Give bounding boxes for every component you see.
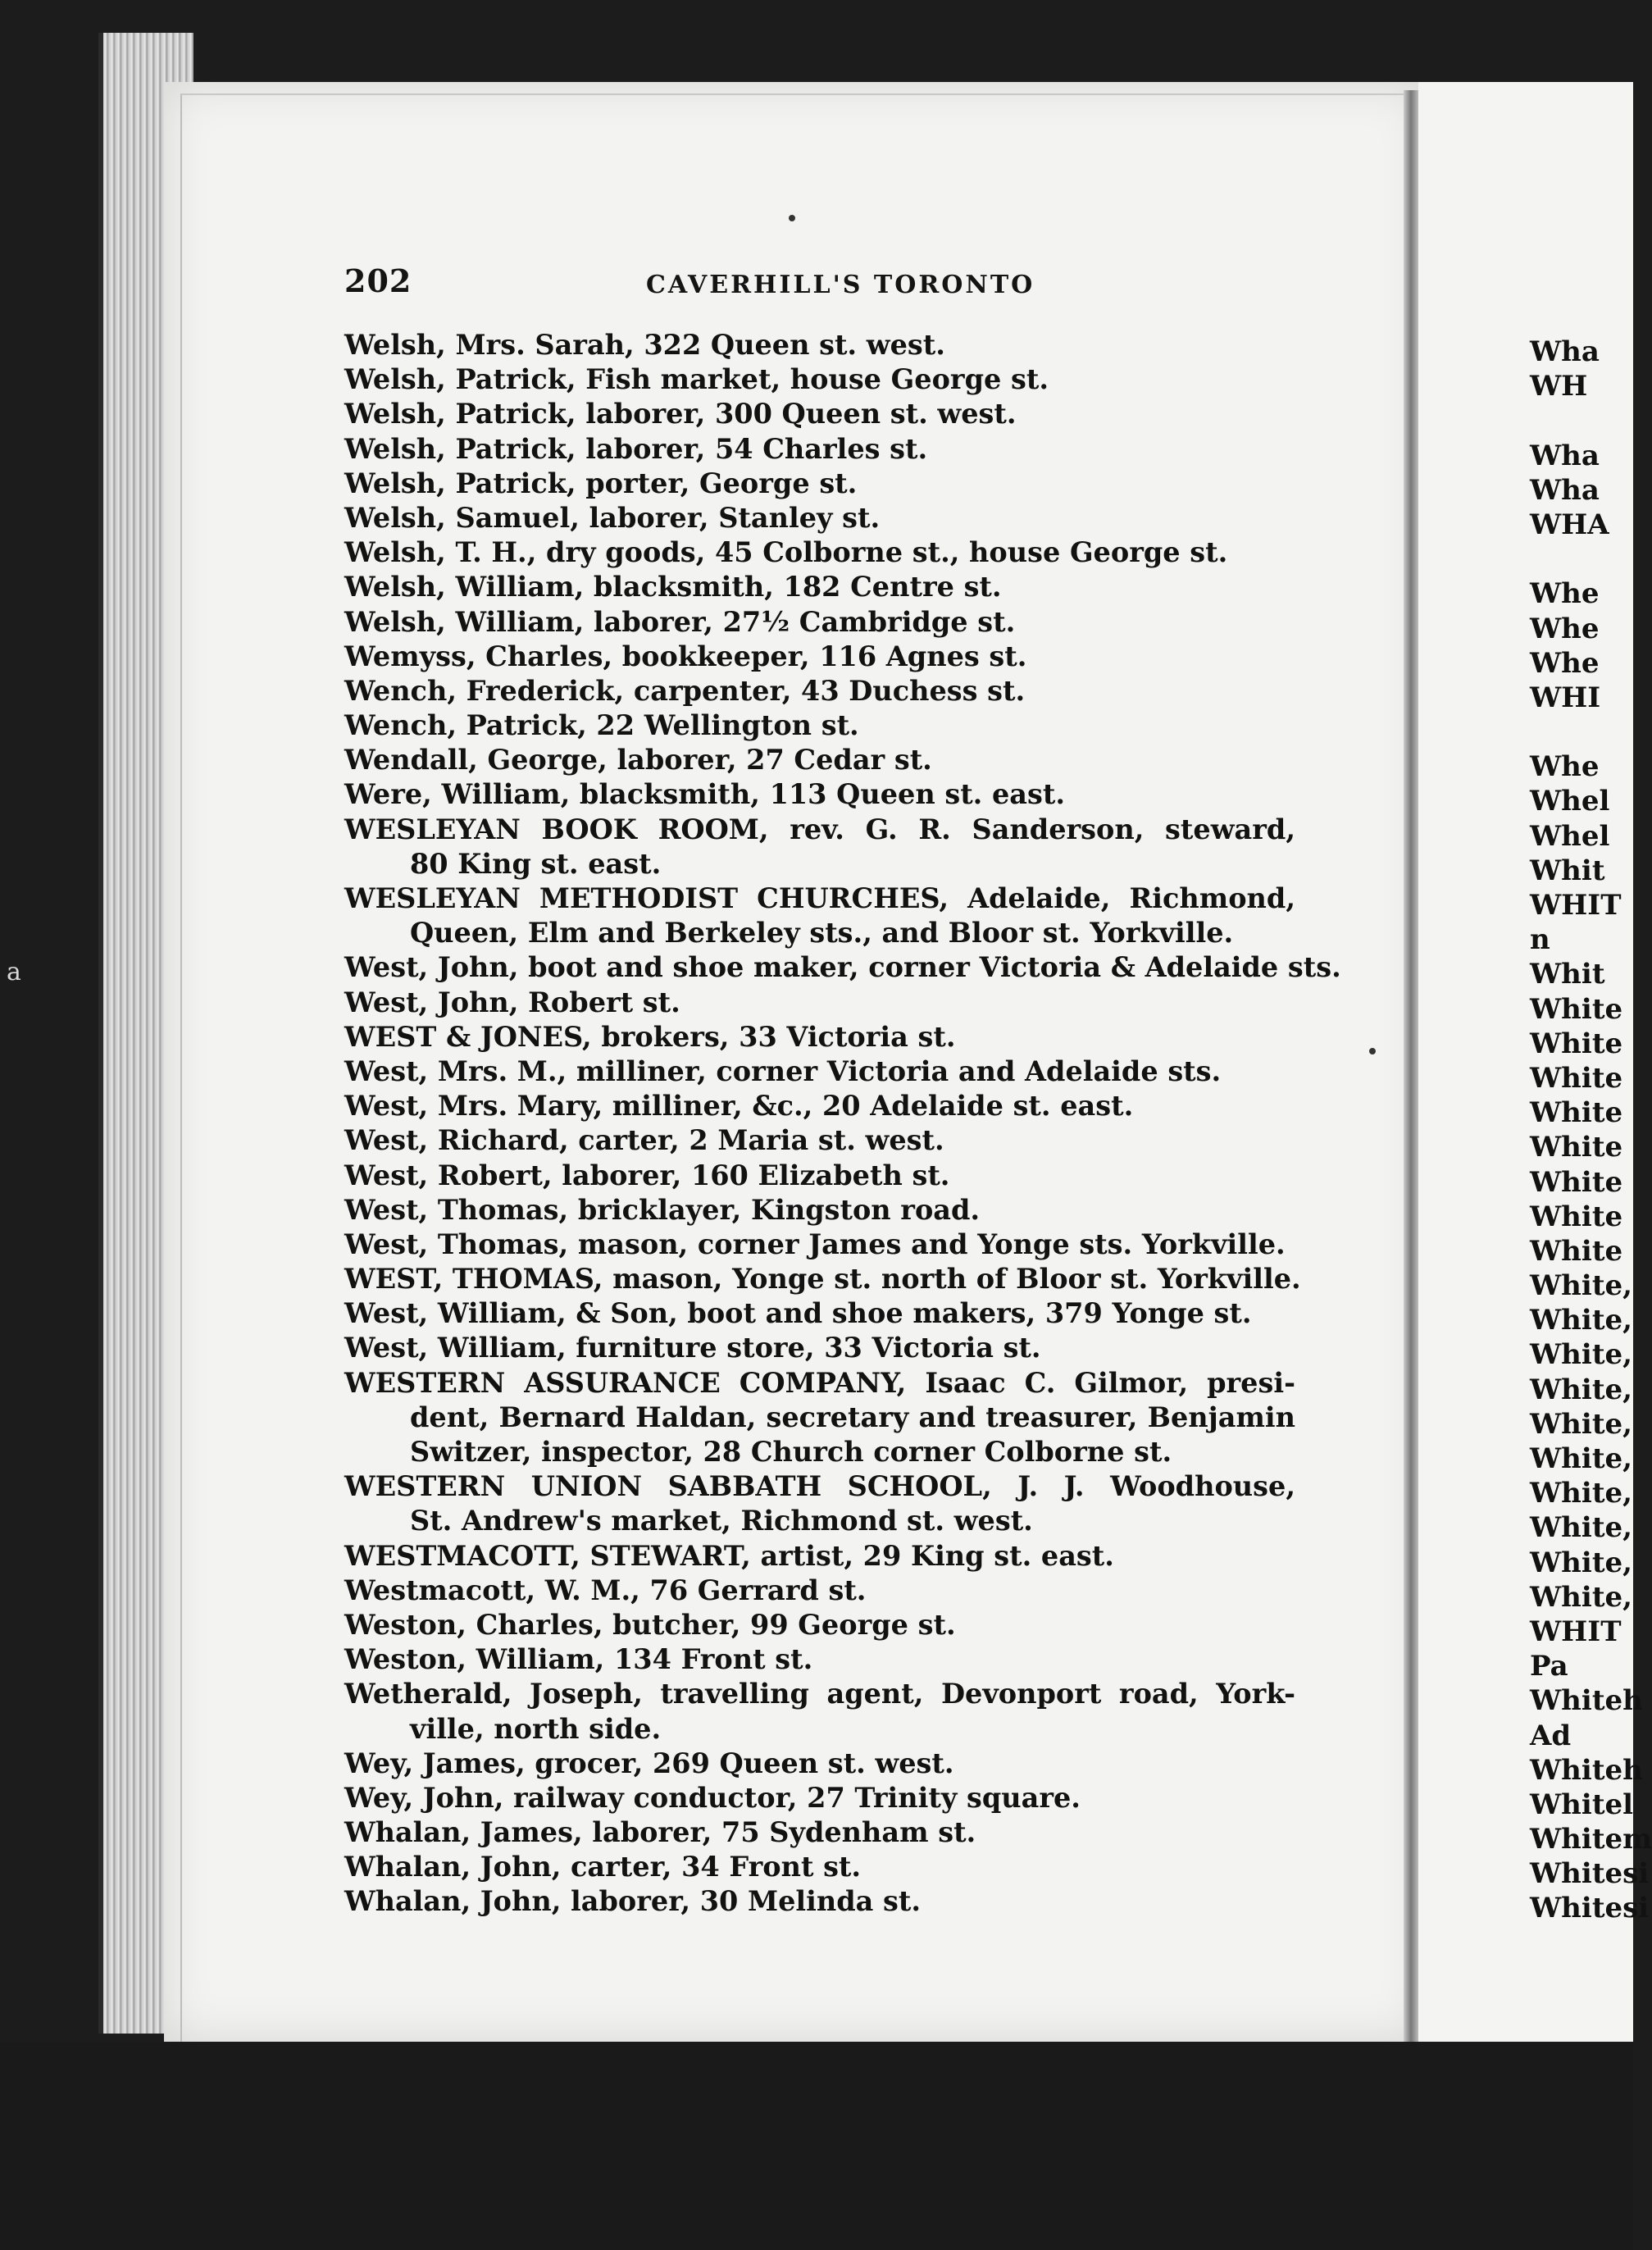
- right-page-fragment: n: [1530, 923, 1550, 957]
- book-gutter: [1404, 90, 1418, 2042]
- directory-entry: Whalan, John, laborer, 30 Melinda st.: [344, 1885, 922, 1918]
- directory-entries: [344, 328, 1341, 1920]
- directory-entry: Weston, William, 134 Front st.: [344, 1643, 813, 1676]
- directory-entry: Weston, Charles, butcher, 99 George st.: [344, 1608, 956, 1641]
- right-page-fragment: Wha: [1530, 335, 1600, 368]
- right-page-fragment: White: [1530, 1061, 1623, 1095]
- directory-entry: Switzer, inspector, 28 Church corner Colborne st.: [410, 1436, 1172, 1468]
- directory-entry: Wench, Frederick, carpenter, 43 Duchess st.: [344, 674, 1026, 707]
- right-page-fragment: Wha: [1530, 473, 1600, 507]
- right-page-fragment: Whitel: [1530, 1788, 1634, 1821]
- directory-entry: Whalan, John, carter, 34 Front st.: [344, 1851, 862, 1883]
- right-page-fragment: Whiteh: [1530, 1684, 1643, 1718]
- directory-entry: Welsh, Patrick, laborer, 54 Charles st.: [344, 432, 928, 465]
- directory-entry: Welsh, Mrs. Sarah, 322 Queen st. west.: [344, 329, 945, 361]
- running-title: CAVERHILL'S TORONTO: [646, 271, 1035, 299]
- right-page-fragment: White,: [1530, 1373, 1632, 1406]
- directory-entry: WESLEYAN METHODIST CHURCHES, Adelaide, Richmond,: [344, 882, 1295, 914]
- directory-entry: St. Andrew's market, Richmond st. west.: [410, 1505, 1033, 1537]
- right-page-fragment: White,: [1530, 1407, 1632, 1441]
- right-page-fragment: White: [1530, 1027, 1623, 1060]
- right-page-fragment: Whitesi: [1530, 1857, 1650, 1891]
- directory-entry: Wey, John, railway conductor, 27 Trinity square.: [344, 1781, 1081, 1814]
- directory-entry: dent, Bernard Haldan, secretary and treasurer, Benjamin: [410, 1401, 1295, 1433]
- directory-entry: Wetherald, Joseph, travelling agent, Devonport road, York-: [344, 1678, 1295, 1710]
- ink-speck: [1369, 1048, 1376, 1054]
- right-page-fragment: Whel: [1530, 785, 1610, 818]
- directory-entry: Were, William, blacksmith, 113 Queen st. east.: [344, 778, 1066, 811]
- directory-entry: West, Thomas, bricklayer, Kingston road.: [344, 1193, 981, 1226]
- right-page-fragment: WHIT: [1530, 1615, 1622, 1648]
- right-page-fragment: White: [1530, 1200, 1623, 1233]
- directory-entry: Wemyss, Charles, bookkeeper, 116 Agnes st.: [344, 640, 1027, 672]
- directory-entry: WEST & JONES, brokers, 33 Victoria st.: [344, 1020, 956, 1053]
- right-page-fragment: White,: [1530, 1442, 1632, 1475]
- directory-entry: West, William, furniture store, 33 Victoria st.: [344, 1332, 1041, 1364]
- right-page-fragment: Whe: [1530, 646, 1600, 680]
- directory-entry: Whalan, James, laborer, 75 Sydenham st.: [344, 1816, 976, 1849]
- page-number: 202: [344, 262, 412, 299]
- directory-entry: Wey, James, grocer, 269 Queen st. west.: [344, 1747, 954, 1779]
- directory-entry: Wendall, George, laborer, 27 Cedar st.: [344, 744, 932, 777]
- right-page-fragment: Whe: [1530, 750, 1600, 784]
- right-page-fragment: Ad: [1530, 1719, 1572, 1752]
- directory-entry: West, Mrs. M., milliner, corner Victoria and Adelaide sts.: [344, 1054, 1222, 1087]
- right-page-fragment: [1530, 715, 1633, 749]
- right-page-fragment: Whe: [1530, 612, 1600, 645]
- right-page-fragment: Wha: [1530, 439, 1600, 472]
- directory-entry: West, John, boot and shoe maker, corner Victoria & Adelaide sts.: [344, 951, 1341, 984]
- directory-entry: WESLEYAN BOOK ROOM, rev. G. R. Sanderson, steward,: [344, 813, 1295, 845]
- directory-entry: WEST, THOMAS, mason, Yonge st. north of Bloor st. Yorkville.: [344, 1263, 1301, 1296]
- right-page-fragment: WHI: [1530, 681, 1601, 714]
- right-page-fragment: Whit: [1530, 854, 1605, 887]
- right-page-fragment: Whitesi: [1530, 1892, 1650, 1925]
- right-page-fragment: [1530, 403, 1633, 438]
- right-page-fragment: White,: [1530, 1269, 1632, 1303]
- right-page-fragment: White,: [1530, 1338, 1632, 1372]
- right-page-fragment: White,: [1530, 1580, 1632, 1614]
- right-page-fragment: Pa: [1530, 1650, 1568, 1683]
- right-page-fragment: Whel: [1530, 819, 1610, 853]
- directory-entry: Welsh, T. H., dry goods, 45 Colborne st., house George st.: [344, 536, 1228, 569]
- directory-entry: Welsh, Patrick, porter, George st.: [344, 467, 858, 499]
- right-page-fragment: White: [1530, 1234, 1623, 1268]
- directory-entry: Welsh, William, blacksmith, 182 Centre st.: [344, 571, 1002, 603]
- directory-entry: WESTERN ASSURANCE COMPANY, Isaac C. Gilmor, presi-: [344, 1366, 1295, 1399]
- right-page-fragment: WHA: [1530, 508, 1609, 541]
- directory-entry: 80 King st. east.: [410, 847, 662, 880]
- right-page-fragment: Whitem: [1530, 1823, 1652, 1856]
- directory-entry: Queen, Elm and Berkeley sts., and Bloor st. Yorkville.: [410, 917, 1234, 950]
- right-page-fragment: White: [1530, 1131, 1623, 1164]
- right-page-text-fragments: [1530, 335, 1652, 1926]
- directory-entry: West, John, Robert st.: [344, 986, 680, 1018]
- ink-speck: [789, 215, 795, 221]
- right-page-fragment: WHIT: [1530, 889, 1622, 922]
- right-page-fragment: [1530, 542, 1633, 576]
- directory-entry: West, Thomas, mason, corner James and Yonge sts. Yorkville.: [344, 1227, 1286, 1260]
- directory-entry: West, Robert, laborer, 160 Elizabeth st.: [344, 1159, 950, 1191]
- directory-entry: Welsh, Patrick, laborer, 300 Queen st. west.: [344, 398, 1017, 430]
- page-header: [344, 262, 1295, 303]
- directory-entry: West, William, & Son, boot and shoe makers, 379 Yonge st.: [344, 1297, 1252, 1330]
- right-page-fragment: White,: [1530, 1511, 1632, 1545]
- directory-entry: WESTERN UNION SABBATH SCHOOL, J. J. Woodhouse,: [344, 1470, 1295, 1503]
- scan-background-bottom: [0, 2042, 1633, 2250]
- right-page-fragment: White: [1530, 1165, 1623, 1199]
- right-page-fragment: WH: [1530, 370, 1588, 403]
- directory-entry: Wench, Patrick, 22 Wellington st.: [344, 709, 859, 742]
- margin-mark: a: [7, 958, 21, 986]
- directory-entry: Welsh, Samuel, laborer, Stanley st.: [344, 501, 881, 534]
- directory-entry: Westmacott, W. M., 76 Gerrard st.: [344, 1574, 867, 1606]
- right-page-fragment: White: [1530, 992, 1623, 1026]
- directory-entry: Welsh, William, laborer, 27½ Cambridge st.: [344, 605, 1016, 638]
- directory-entry: ville, north side.: [410, 1712, 662, 1745]
- right-page-fragment: White: [1530, 1096, 1623, 1130]
- directory-entry: West, Richard, carter, 2 Maria st. west.: [344, 1124, 944, 1157]
- directory-entry: WESTMACOTT, STEWART, artist, 29 King st. east.: [344, 1539, 1114, 1572]
- right-page-fragment: Whe: [1530, 577, 1600, 611]
- right-page-fragment: White,: [1530, 1546, 1632, 1579]
- right-page-fragment: White,: [1530, 1304, 1632, 1337]
- directory-entry: Welsh, Patrick, Fish market, house George st.: [344, 363, 1049, 396]
- right-page-fragment: Whiteh: [1530, 1753, 1643, 1787]
- right-page-fragment: Whit: [1530, 958, 1605, 991]
- directory-entry: West, Mrs. Mary, milliner, &c., 20 Adelaide st. east.: [344, 1090, 1134, 1123]
- right-page-fragment: White,: [1530, 1477, 1632, 1510]
